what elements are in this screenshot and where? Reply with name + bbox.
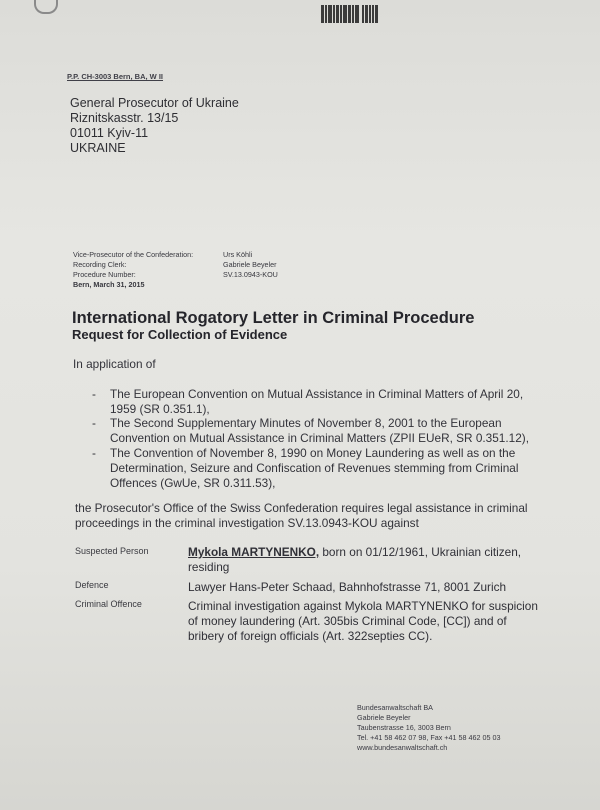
letter-subtitle: Request for Collection of Evidence bbox=[72, 327, 288, 342]
barcode-icon bbox=[362, 5, 378, 23]
list-bullet: - bbox=[92, 387, 96, 401]
barcode-icon bbox=[321, 5, 359, 23]
recipient-line: Riznitskasstr. 13/15 bbox=[70, 111, 179, 125]
letter-date: Bern, March 31, 2015 bbox=[73, 280, 145, 289]
stamp-line: Gabriele Beyeler bbox=[357, 713, 411, 722]
letter-title: International Rogatory Letter in Criminal Procedure bbox=[72, 309, 475, 327]
meta-value: Gabriele Beyeler bbox=[223, 260, 277, 269]
stamp-line: Taubenstrasse 16, 3003 Bern bbox=[357, 723, 451, 732]
stamp-line: Bundesanwaltschaft BA bbox=[357, 703, 433, 712]
meta-value: Urs Köhli bbox=[223, 250, 253, 259]
convention-item: The Convention of November 8, 1990 on Money Laundering as well as on the Determination, Seizure and Confiscation of Revenues stemming from Criminal Offences (GwUe, SR 0.311.53), bbox=[110, 446, 519, 490]
stamp-line: Tel. +41 58 462 07 98, Fax +41 58 462 05 03 bbox=[357, 733, 501, 742]
suspect-details: born on 01/12/1961, Ukrainian citizen, residing bbox=[188, 545, 522, 574]
sender-line: P.P. CH-3003 Bern, BA, W II bbox=[67, 72, 164, 81]
meta-label: Recording Clerk: bbox=[73, 260, 127, 269]
request-text: the Prosecutor's Office of the Swiss Confederation requires legal assistance in criminal proceedings in the criminal investigation SV.13.0943-KOU against bbox=[75, 501, 528, 530]
defence-label: Defence bbox=[75, 580, 109, 590]
recipient-line: General Prosecutor of Ukraine bbox=[70, 96, 239, 110]
intro-text: In application of bbox=[73, 357, 156, 371]
list-bullet: - bbox=[92, 416, 96, 430]
suspect-name: Mykola MARTYNENKO, bbox=[188, 545, 320, 559]
meta-label: Vice-Prosecutor of the Confederation: bbox=[73, 250, 194, 259]
office-stamp bbox=[357, 703, 500, 753]
defence-value: Lawyer Hans-Peter Schaad, Bahnhofstrasse 71, 8001 Zurich bbox=[188, 580, 507, 594]
convention-item: The Second Supplementary Minutes of November 8, 2001 to the European Convention on Mutual Assistance in Criminal Matters (ZPII EUeR, SR 0.351.12), bbox=[110, 416, 529, 445]
meta-label: Procedure Number: bbox=[73, 270, 136, 279]
list-bullet: - bbox=[92, 446, 96, 460]
offence-value: Criminal investigation against Mykola MARTYNENKO for suspicion of money laundering (Art. 305bis Criminal Code, [CC]) and of bribery of foreign officials (Art. 322septies CC). bbox=[188, 599, 538, 643]
paper-clip-icon bbox=[34, 0, 58, 14]
recipient-line: 01011 Kyiv-11 bbox=[70, 126, 149, 140]
suspect-value bbox=[188, 545, 538, 575]
recipient-line: UKRAINE bbox=[70, 141, 126, 155]
meta-value: SV.13.0943-KOU bbox=[223, 270, 278, 279]
stamp-line: www.bundesanwaltschaft.ch bbox=[357, 743, 448, 752]
convention-item: The European Convention on Mutual Assistance in Criminal Matters of April 20, 1959 (SR 0.351.1), bbox=[110, 387, 524, 416]
offence-label: Criminal Offence bbox=[75, 599, 142, 609]
suspect-label: Suspected Person bbox=[75, 546, 149, 556]
